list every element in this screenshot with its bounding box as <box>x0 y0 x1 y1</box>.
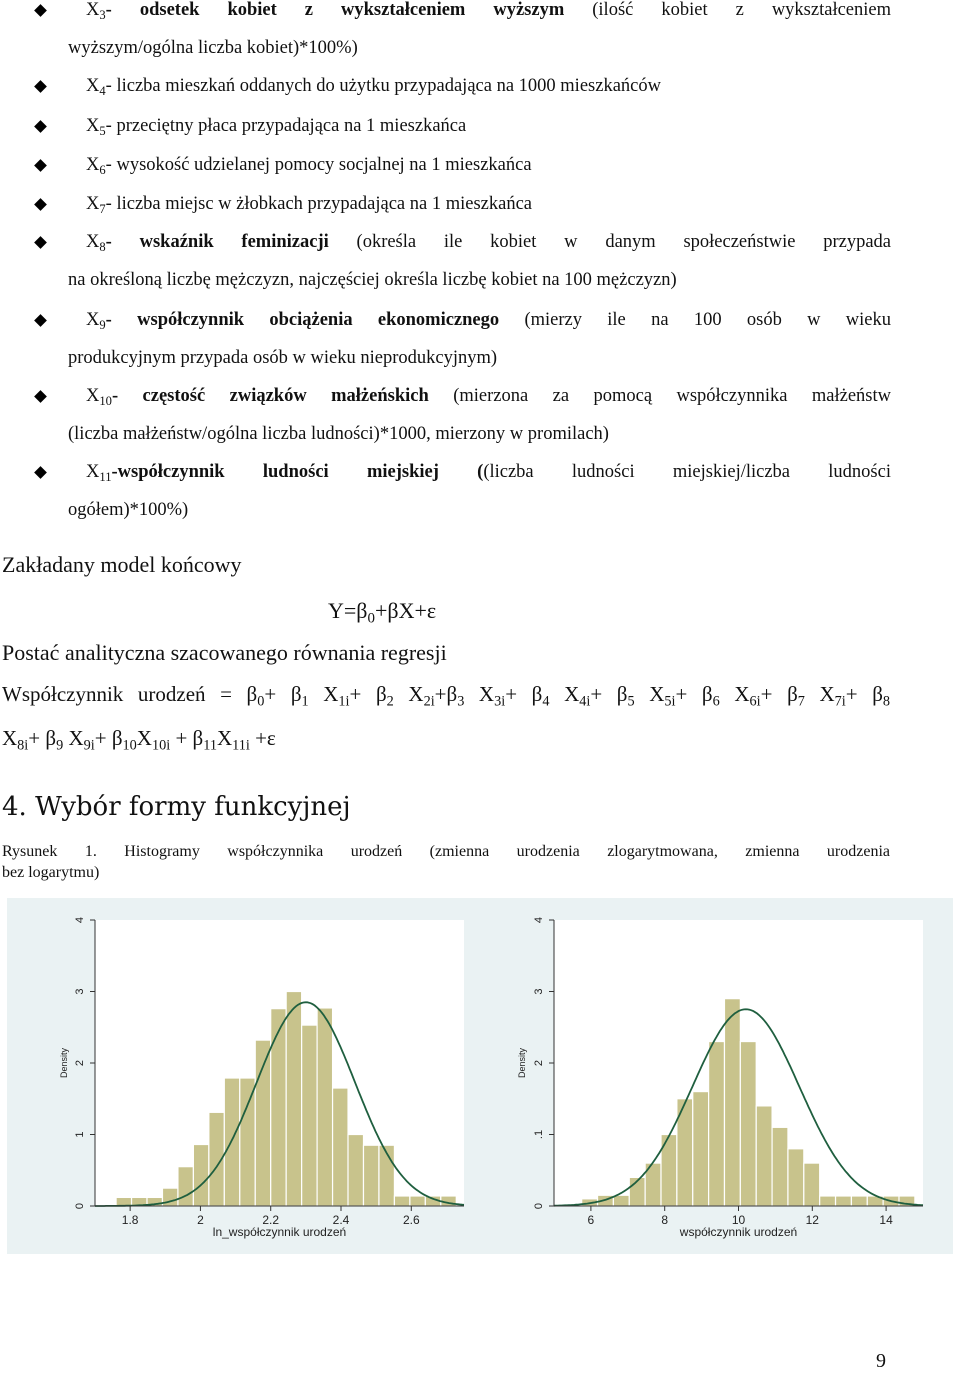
regression-equation-line-1 <box>2 682 890 710</box>
analytic-heading: Postać analityczna szacowanego równania regresji <box>2 640 447 665</box>
model-heading: Zakładany model końcowy <box>2 552 242 577</box>
page-number: 9 <box>876 1350 886 1372</box>
y-tick-label: 3 <box>533 988 545 995</box>
variable-subscript: 6 <box>99 162 106 177</box>
y-tick-label: 0 <box>74 1202 86 1210</box>
histogram-figure <box>7 898 953 1254</box>
equation-term: + β <box>505 682 543 706</box>
histogram-bar <box>363 1145 378 1206</box>
y-axis-label: Density <box>517 1047 527 1079</box>
equation-subscript: 4i <box>579 693 591 710</box>
histogram-bar <box>116 1197 131 1206</box>
x-tick-label: 1.8 <box>121 1213 139 1227</box>
equation-term: + β <box>264 682 302 706</box>
formula-rest: +βX+ε <box>374 598 437 623</box>
variable-line-2: ogółem)*100%) <box>68 500 189 520</box>
y-axis-label: Density <box>59 1047 69 1079</box>
equation-term: + β <box>845 682 883 706</box>
bullet-diamond-icon <box>34 236 47 249</box>
equation-subscript: 7 <box>797 693 805 710</box>
equation-term: +β <box>434 682 458 706</box>
equation-subscript: 2 <box>386 693 394 710</box>
equation-subscript: 4 <box>542 693 550 710</box>
equation-subscript: 9i <box>83 737 95 754</box>
variable-line-2: na określoną liczbę mężczyzn, najczęściej określa liczbę kobiet na 100 mężczyzn) <box>68 270 677 290</box>
equation-term: X <box>634 682 665 706</box>
variable-name: - częstość związków małżeńskich <box>111 386 429 406</box>
x-tick-label: 2.6 <box>402 1213 420 1227</box>
variable-line-1 <box>86 76 891 99</box>
y-tick-label: 2 <box>533 1059 545 1067</box>
equation-term: X <box>804 682 835 706</box>
equation-term: X <box>719 682 750 706</box>
variable-symbol: X <box>86 155 100 175</box>
equation-subscript: 10 <box>122 737 137 754</box>
equation-subscript: 7i <box>834 693 846 710</box>
variable-name: - odsetek kobiet z wykształceniem wyższym <box>105 0 565 20</box>
bullet-diamond-icon <box>34 466 47 479</box>
variable-line-1 <box>86 0 891 23</box>
x-tick-label: 8 <box>661 1213 669 1227</box>
figure-caption-line-2: bez logarytmu) <box>2 864 100 881</box>
variable-description: - wysokość udzielanej pomocy socjalnej na 1 mieszkańca <box>105 155 532 175</box>
equation-subscript: 3 <box>457 693 465 710</box>
equation-subscript: 0 <box>257 693 265 710</box>
section-title: 4. Wybór formy funkcyjnej <box>2 792 351 822</box>
variable-subscript: 7 <box>99 201 106 216</box>
bullet-diamond-icon <box>34 198 47 211</box>
variable-line-1 <box>86 386 891 409</box>
equation-term: X <box>464 682 495 706</box>
histogram-bar <box>224 1078 239 1206</box>
equation-subscript: 6 <box>712 693 720 710</box>
bullet-diamond-icon <box>34 159 47 172</box>
x-axis-label: współczynnik urodzeń <box>679 1225 798 1239</box>
equation-subscript: 11 <box>203 737 217 754</box>
equation-subscript: 11i <box>232 737 250 754</box>
histogram-bar <box>193 1145 208 1206</box>
histogram-bar <box>333 1088 348 1206</box>
histogram-bar <box>772 1127 788 1206</box>
variable-line-1 <box>86 194 891 217</box>
variable-line-2: wyższym/ogólna liczba kobiet)*100%) <box>68 38 358 58</box>
x-tick-label: 6 <box>587 1213 595 1227</box>
equation-subscript: 6i <box>749 693 761 710</box>
bullet-diamond-icon <box>34 120 47 133</box>
variable-line-1 <box>86 155 891 178</box>
variable-line-1 <box>86 116 891 139</box>
variable-subscript: 9 <box>99 317 106 332</box>
equation-subscript: 3i <box>494 693 506 710</box>
y-tick-label: 1 <box>74 1131 86 1138</box>
histogram-bar <box>693 1092 709 1206</box>
histogram-bar <box>740 1042 756 1206</box>
equation-subscript: 10i <box>151 737 171 754</box>
variable-symbol: X <box>86 194 100 214</box>
y-tick-label: 0 <box>533 1202 545 1210</box>
histogram-bar <box>394 1196 409 1206</box>
variable-description: - przeciętny płaca przypadająca na 1 mieszkańca <box>105 116 467 136</box>
equation-subscript: 8i <box>17 737 29 754</box>
model-formula <box>328 598 436 627</box>
equation-term: +ε <box>249 726 276 750</box>
variable-subscript: 5 <box>99 123 106 138</box>
bullet-diamond-icon <box>34 80 47 93</box>
variable-name: - wskaźnik feminizacji <box>105 232 329 252</box>
variable-description: (mierzy ile na 100 osób w wieku <box>499 310 891 330</box>
equation-term: + β <box>28 726 57 750</box>
variable-description: - liczba mieszkań oddanych do użytku przypadająca na 1000 mieszkańców <box>105 76 661 96</box>
equation-term: X <box>136 726 152 750</box>
equation-subscript: 9 <box>56 737 64 754</box>
histogram-bar <box>286 992 301 1207</box>
y-tick-label: .1 <box>533 1129 545 1140</box>
equation-term: Współczynnik urodzeń = β <box>2 682 258 706</box>
histogram-bar <box>709 1042 725 1206</box>
x-tick-label: 10 <box>731 1213 746 1227</box>
equation-term: X <box>393 682 424 706</box>
histogram-bar <box>724 999 740 1206</box>
bullet-diamond-icon <box>34 390 47 403</box>
histogram-bar <box>788 1149 804 1206</box>
variable-symbol: X <box>86 0 100 20</box>
x-tick-label: 14 <box>879 1213 893 1227</box>
equation-term: + β <box>94 726 123 750</box>
variable-symbol: X <box>86 232 100 252</box>
variable-name: -współczynnik ludności miejskiej ( <box>111 462 484 482</box>
figure-caption-line-1: Rysunek 1. Histogramy współczynnika urodzeń (zmienna urodzenia zlogarytmowana, zmienna urodzenia <box>2 843 890 860</box>
histogram-bar <box>851 1196 867 1206</box>
equation-subscript: 8 <box>882 693 891 710</box>
variable-line-1 <box>86 232 891 255</box>
equation-subscript: 5i <box>664 693 676 710</box>
variable-name: - współczynnik obciążenia ekonomicznego <box>105 310 500 330</box>
bullet-diamond-icon <box>34 4 47 17</box>
histogram-bar <box>836 1196 852 1206</box>
variable-description: (mierzona za pomocą współczynnika małżeństw <box>428 386 891 406</box>
y-tick-label: 4 <box>74 916 86 924</box>
equation-subscript: 1i <box>338 693 350 710</box>
equation-term: + β <box>760 682 798 706</box>
equation-term: X <box>216 726 233 750</box>
equation-term: + β <box>349 682 387 706</box>
x-tick-label: 2 <box>197 1213 204 1227</box>
variable-description: (określa ile kobiet w danym społeczeństwie przypada <box>328 232 891 252</box>
variable-description: (liczba ludności miejskiej/liczba ludności <box>483 462 891 482</box>
x-axis-label: ln_współczynnik urodzeń <box>212 1225 347 1239</box>
variable-symbol: X <box>86 116 100 136</box>
x-tick-label: 2.2 <box>262 1213 280 1227</box>
equation-term: X <box>308 682 339 706</box>
histogram-bar <box>756 1106 772 1206</box>
equation-subscript: 1 <box>301 693 309 710</box>
variable-description: (ilość kobiet z wykształceniem <box>564 0 891 20</box>
equation-term: + β <box>170 726 204 750</box>
histograms-svg <box>7 898 953 1254</box>
y-tick-label: 2 <box>74 1059 86 1067</box>
equation-term: X <box>63 726 84 750</box>
formula-lhs: Y=β <box>328 598 368 623</box>
variable-symbol: X <box>86 386 100 406</box>
histogram-bar <box>302 1025 317 1206</box>
y-tick-label: 4 <box>533 916 545 924</box>
histogram-bar <box>613 1195 629 1206</box>
variable-description: - liczba miejsc w żłobkach przypadająca na 1 mieszkańca <box>105 194 532 214</box>
histogram-bar <box>410 1196 425 1206</box>
histogram-bar <box>271 1009 286 1206</box>
variable-subscript: 8 <box>99 239 106 254</box>
equation-term: + β <box>675 682 713 706</box>
variable-line-1 <box>86 462 891 485</box>
equation-term: X <box>2 726 18 750</box>
histogram-bar <box>178 1167 193 1206</box>
histogram-bar <box>317 1008 332 1206</box>
equation-subscript: 5 <box>627 693 635 710</box>
equation-term: + β <box>590 682 628 706</box>
variable-subscript: 3 <box>99 7 106 22</box>
equation-term: X <box>549 682 580 706</box>
histogram-bar <box>240 1078 255 1206</box>
variable-symbol: X <box>86 310 100 330</box>
bullet-diamond-icon <box>34 314 47 327</box>
x-tick-label: 12 <box>805 1213 819 1227</box>
variable-line-1 <box>86 310 891 333</box>
variable-subscript: 4 <box>99 83 106 98</box>
formula-sub: 0 <box>367 610 375 627</box>
y-tick-label: 3 <box>74 988 86 995</box>
equation-subscript: 2i <box>423 693 435 710</box>
x-tick-label: 2.4 <box>332 1213 350 1227</box>
variable-subscript: 11 <box>99 469 112 484</box>
variable-line-2: produkcyjnym przypada osób w wieku nieprodukcyjnym) <box>68 348 498 368</box>
variable-line-2: (liczba małżeństw/ogólna liczba ludności)*1000, mierzony w promilach) <box>68 424 609 444</box>
variable-symbol: X <box>86 76 100 96</box>
histogram-bar <box>820 1196 836 1206</box>
variable-symbol: X <box>86 462 100 482</box>
histogram-bar <box>804 1163 820 1206</box>
regression-equation-line-2 <box>2 726 276 754</box>
variable-subscript: 10 <box>99 393 112 408</box>
histogram-bar <box>348 1135 363 1207</box>
